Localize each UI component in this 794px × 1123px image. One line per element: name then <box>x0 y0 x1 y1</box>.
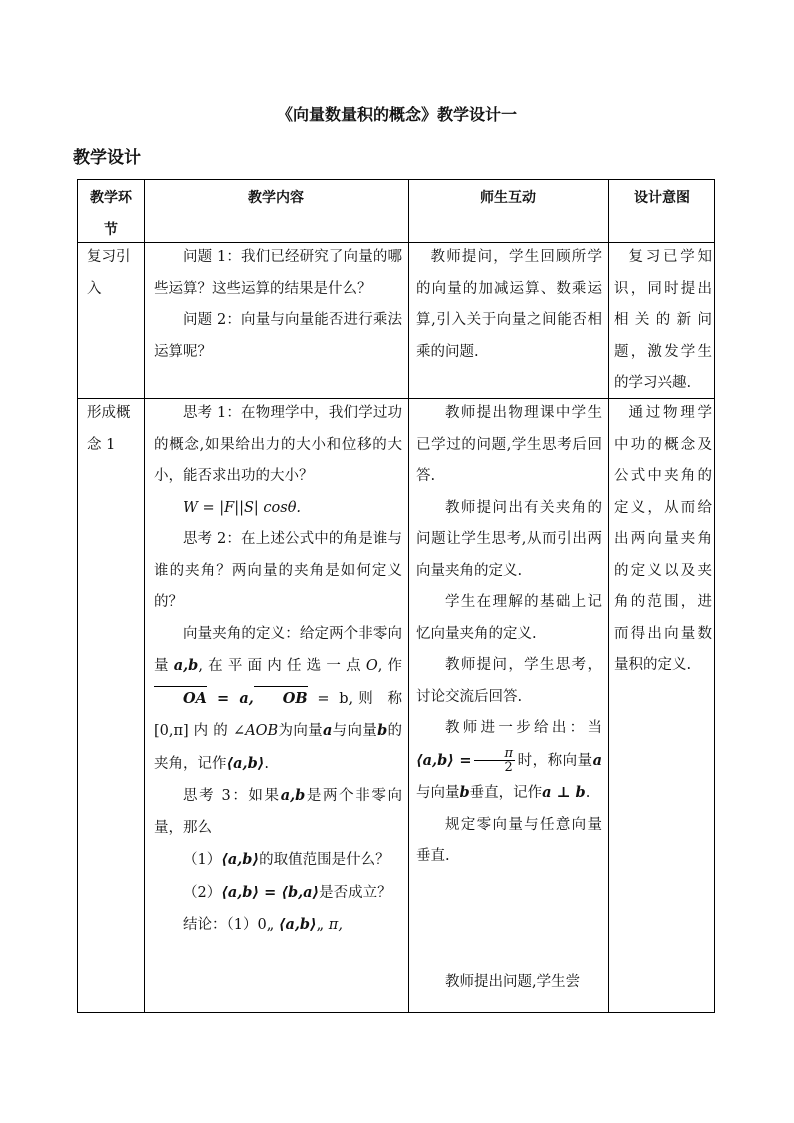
think-1: 思考 1：在物理学中，我们学过功的概念,如果给出力的大小和位移的大小，能否求出功的大小？ <box>154 405 402 484</box>
interaction-paragraph: 教师提问出有关夹角的问题让学生思考,从而引出两向量夹角的定义. <box>416 499 602 579</box>
row1-stage: 复习引入 <box>87 249 131 297</box>
interaction-paragraph: 教师提出物理课中学生已学过的问题,学生思考后回答. <box>416 405 602 484</box>
sub-question-2: （2）⟨a,b⟩ = ⟨b,a⟩是否成立？ <box>183 883 392 901</box>
row2-stage: 形成概念 1 <box>87 405 131 453</box>
work-formula: W = |F||S| cosθ. <box>183 499 302 516</box>
row1-interaction: 教师提问，学生回顾所学的向量的加减运算、数乘运算,引入关于向量之间能否相乘的问题. <box>416 249 602 360</box>
header-stage: 教学环节 <box>90 190 132 238</box>
header-content: 教学内容 <box>248 190 304 206</box>
angle-definition: 向量夹角的定义：给定两个非零向量a,b,在平面内任选一点O,作 OA = a, OB = b,则 称 [0,π] 内 的 ∠AOB为向量a与向量b的夹角，记作⟨a,b⟩. <box>154 625 403 772</box>
document-title: 《向量数量积的概念》教学设计一 <box>276 105 517 124</box>
row1-content <box>144 242 408 368</box>
teaching-design-table <box>77 179 715 1013</box>
header-intent: 设计意图 <box>634 190 690 206</box>
row1-intent: 复习已学知识，同时提出相关的新问题，激发学生的学习兴趣. <box>614 249 712 391</box>
section-heading: 教学设计 <box>73 148 141 168</box>
interaction-paragraph: 学生在理解的基础上记忆向量夹角的定义. <box>416 594 602 642</box>
row2-interaction <box>408 398 608 873</box>
header-interaction: 师生互动 <box>480 190 536 206</box>
question-1: 问题 1：我们已经研究了向量的哪些运算？这些运算的结果是什么？ <box>154 249 402 297</box>
row2-intent: 通过物理学中功的概念及公式中夹角的定义，从而给出两向量夹角的定义以及夹角的范围，进而得出向量数量积的定义. <box>614 405 712 673</box>
think-2: 思考 2：在上述公式中的角是谁与谁的夹角？两向量的夹角是如何定义的？ <box>154 531 402 610</box>
sub-question-1: （1）⟨a,b⟩的取值范围是什么？ <box>183 851 390 868</box>
think-3: 思考 3：如果a,b是两个非零向量，那么 <box>154 787 403 836</box>
row2-content <box>144 398 408 942</box>
interaction-paragraph: 规定零向量与任意向量垂直. <box>416 816 602 864</box>
interaction-paragraph: 教师提问，学生思考，讨论交流后回答. <box>416 657 602 705</box>
question-2: 问题 2：向量与向量能否进行乘法运算呢？ <box>154 312 402 360</box>
perpendicular-definition: 教师进一步给出：当⟨a,b⟩ = $\frac{\pi}{2}$ 时，称向量a与向量b垂直，记作a ⊥ b. <box>416 720 602 801</box>
conclusion: 结论：（1）0„ ⟨a,b⟩„ π, <box>183 916 343 933</box>
interaction-last-line: 教师提出问题,学生尝 <box>445 974 581 990</box>
